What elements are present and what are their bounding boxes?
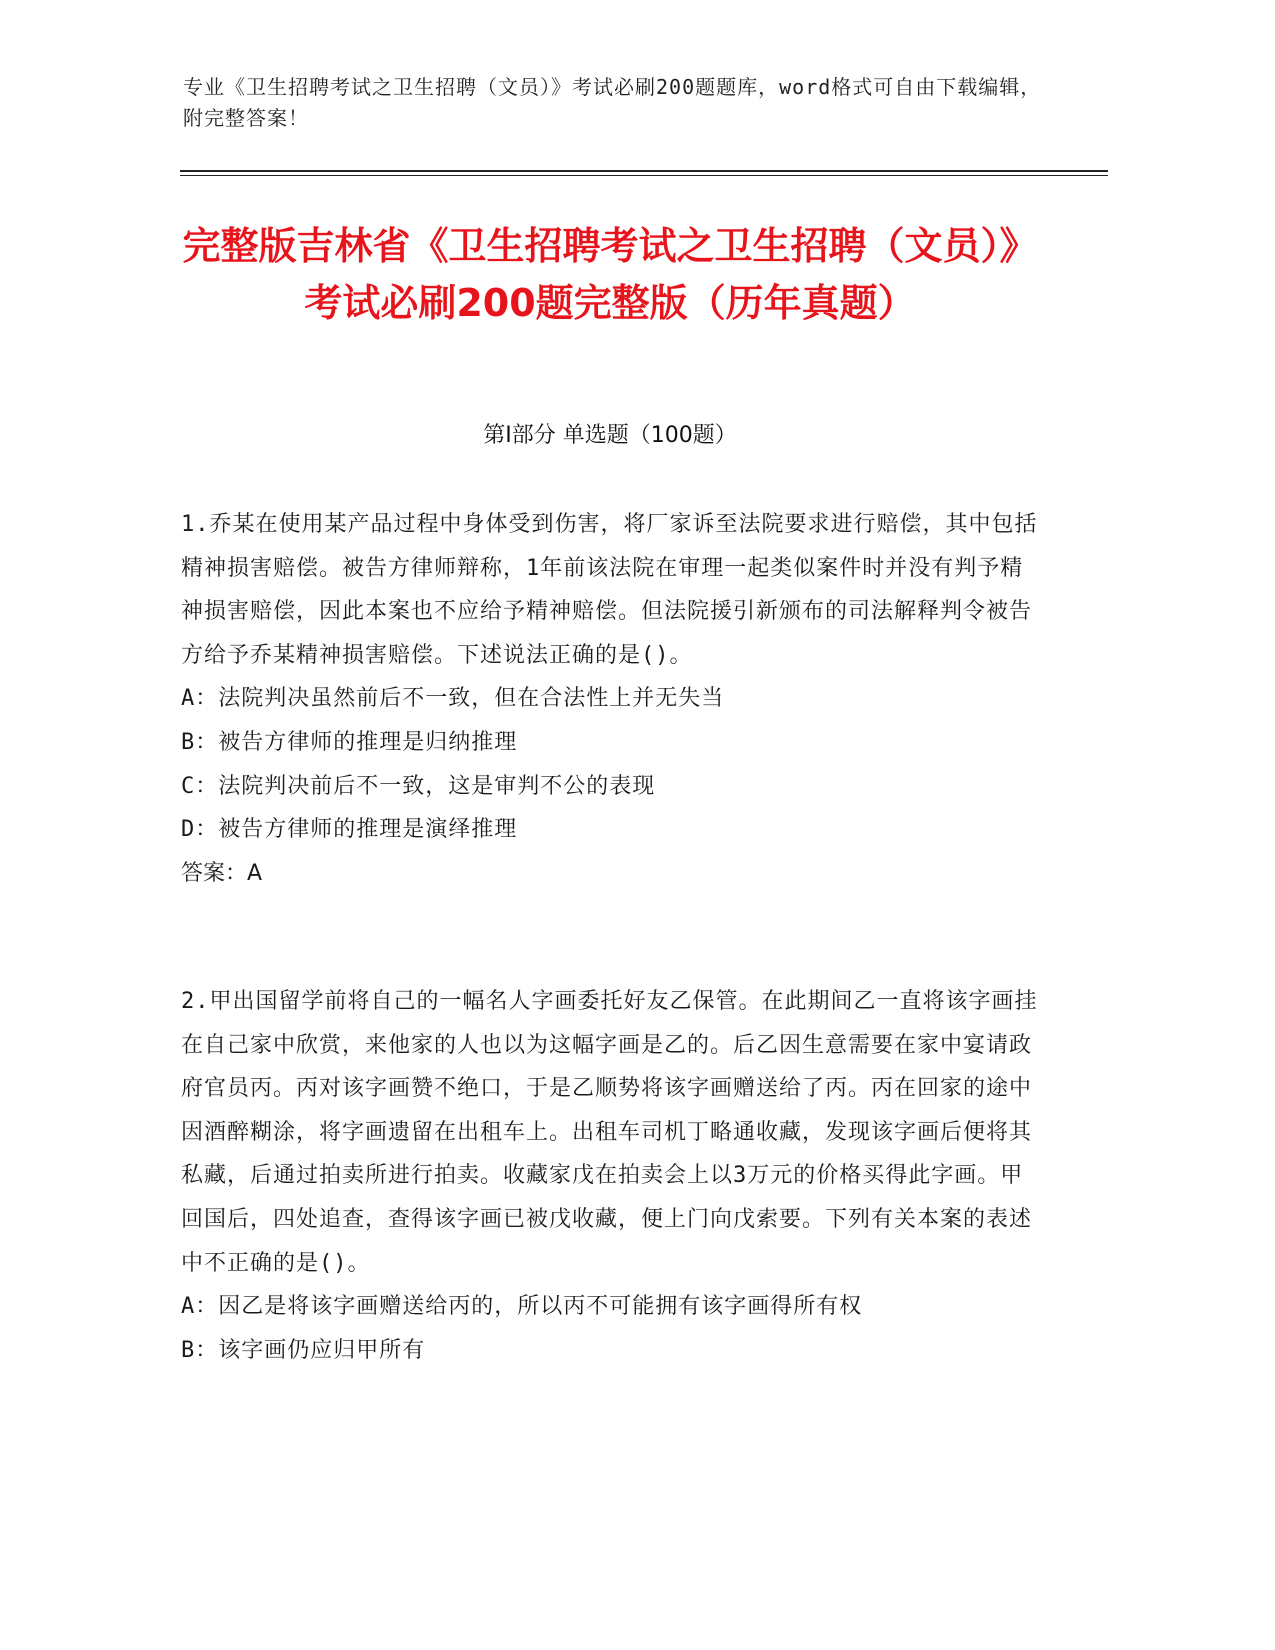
section-heading: 第I部分 单选题（100题） xyxy=(483,423,737,448)
option-a: A：因乙是将该字画赠送给丙的，所以丙不可能拥有该字画得所有权 xyxy=(181,1294,863,1320)
question-stem: 2.甲出国留学前将自己的一幅名人字画委托好友乙保管。在此期间乙一直将该字画挂在自己家中欣赏，来他家的人也以为这幅字画是乙的。后乙因生意需要在家中宴请政府官员丙。丙对该字画赞不绝口，于是乙顺势将该字画赠送给了丙。丙在回家的途中因酒醉糊涂，将字画遗留在出租车上。出租车司机丁略通收藏，发现该字画后便将其私藏，后通过拍卖所进行拍卖。收藏家戊在拍卖会上以3万元的价格买得此字画。甲回国后，四处追查，查得该字画已被戊收藏，便上门向戊索要。下列有关本案的表述中不正确的是()。 xyxy=(181,989,1038,1276)
option-b: B：该字画仍应归甲所有 xyxy=(181,1337,426,1363)
header-note: 专业《卫生招聘考试之卫生招聘（文员）》考试必刷200题题库，word格式可自由下载编辑，附完整答案！ xyxy=(183,75,1042,130)
option-a: A：法院判决虽然前后不一致，但在合法性上并无失当 xyxy=(181,686,725,712)
option-c: C：法院判决前后不一致，这是审判不公的表现 xyxy=(181,773,656,799)
question-1 xyxy=(181,503,1041,895)
header-divider-top xyxy=(180,170,1108,172)
header-divider-bottom xyxy=(180,175,1108,176)
question-2 xyxy=(181,980,1041,1372)
question-stem: 1.乔某在使用某产品过程中身体受到伤害，将厂家诉至法院要求进行赔偿，其中包括精神损害赔偿。被告方律师辩称，1年前该法院在审理一起类似案件时并没有判予精神损害赔偿，因此本案也不应给予精神赔偿。但法院援引新颁布的司法解释判令被告方给予乔某精神损害赔偿。下述说法正确的是()。 xyxy=(181,512,1038,668)
answer-line: 答案：A xyxy=(181,860,263,886)
option-b: B：被告方律师的推理是归纳推理 xyxy=(181,729,518,755)
option-d: D：被告方律师的推理是演绎推理 xyxy=(181,817,518,843)
document-title: 完整版吉林省《卫生招聘考试之卫生招聘（文员）》考试必刷200题完整版（历年真题） xyxy=(182,224,1038,325)
